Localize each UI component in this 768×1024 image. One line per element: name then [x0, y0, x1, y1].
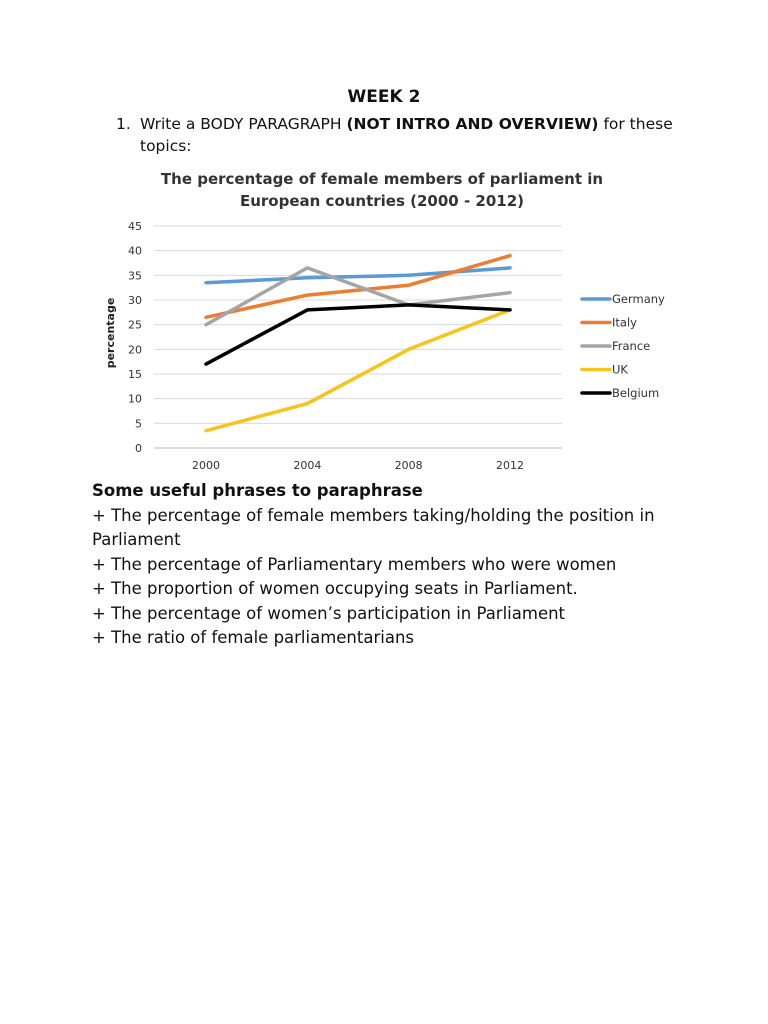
- chart-title-line: The percentage of female members of parliament in: [160, 170, 604, 188]
- x-tick-label: 2000: [192, 459, 220, 472]
- task-text-before: Write a BODY PARAGRAPH: [140, 115, 347, 133]
- phrase-item: + The proportion of women occupying seats in Parliament.: [92, 579, 578, 598]
- y-axis-ticks: [128, 220, 142, 455]
- task-text-after: for these topics:: [140, 115, 673, 155]
- y-tick-label: 25: [128, 318, 142, 332]
- series-line-belgium: [206, 305, 510, 364]
- phrase-item: + The percentage of Parliamentary members who were women: [92, 554, 617, 574]
- y-tick-label: 30: [128, 294, 142, 307]
- line-chart: [92, 162, 672, 480]
- phrase-item: + The ratio of female parliamentarians: [92, 628, 415, 647]
- y-tick-label: 0: [135, 442, 142, 455]
- legend-label: Germany: [612, 292, 665, 306]
- task-text-bold: (NOT INTRO AND OVERVIEW): [346, 115, 599, 133]
- chart-title-line: European countries (2000 - 2012): [239, 192, 525, 210]
- y-tick-label: 20: [128, 343, 142, 357]
- task-instruction: [116, 113, 676, 157]
- y-axis-label-group: [104, 298, 117, 369]
- phrase-item: + The percentage of female members taking/holding the position in Parliament: [92, 505, 655, 549]
- legend-label: UK: [612, 362, 628, 377]
- useful-phrases-section: [92, 479, 692, 651]
- task-text: [140, 113, 676, 157]
- chart-legend: [582, 292, 665, 400]
- legend-label: France: [612, 339, 651, 353]
- legend-label: Italy: [612, 315, 637, 330]
- y-tick-label: 10: [128, 392, 142, 406]
- chart-series: [206, 256, 510, 431]
- y-tick-label: 35: [128, 269, 142, 283]
- x-axis-ticks: [192, 459, 524, 472]
- y-tick-label: 5: [135, 417, 142, 431]
- y-tick-label: 15: [128, 368, 142, 381]
- x-tick-label: 2004: [293, 459, 322, 472]
- y-tick-label: 40: [128, 244, 142, 258]
- useful-phrases-heading: Some useful phrases to paraphrase: [92, 481, 423, 500]
- y-tick-label: 45: [128, 220, 142, 233]
- chart-title: [161, 170, 603, 210]
- y-axis-label: percentage: [104, 297, 117, 369]
- line-chart-svg: [92, 162, 672, 480]
- series-line-uk: [206, 310, 510, 431]
- week-title: WEEK 2: [347, 87, 421, 107]
- task-number: 1.: [116, 115, 131, 133]
- x-tick-label: 2012: [496, 459, 524, 472]
- x-tick-label: 2008: [394, 459, 423, 472]
- legend-label: Belgium: [612, 386, 660, 400]
- phrase-item: + The percentage of women’s participation in Parliament: [92, 603, 566, 623]
